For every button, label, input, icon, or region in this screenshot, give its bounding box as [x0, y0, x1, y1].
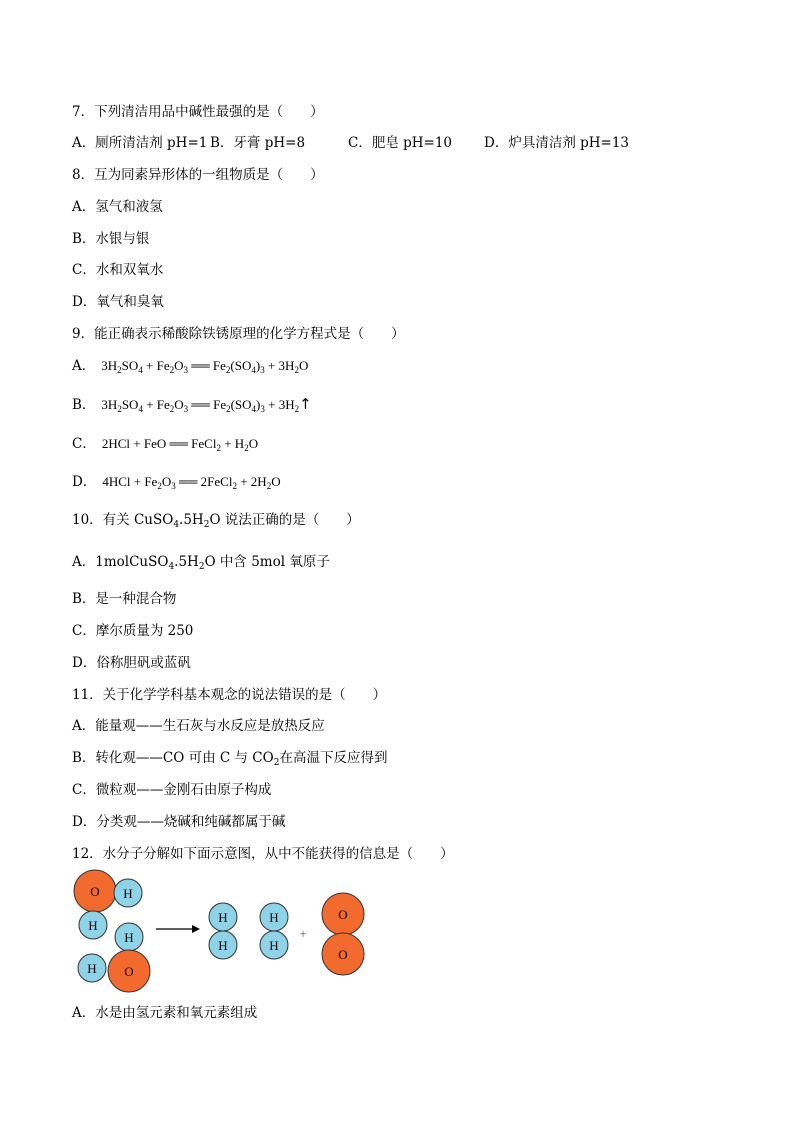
atom-label: O [90, 884, 100, 899]
q9-option-c [72, 435, 258, 453]
q10-stem-part: O 说法正确的是（ ） [209, 512, 360, 528]
q8-stem: 8．互为同素异形体的一组物质是（ ） [72, 167, 324, 183]
q9-option-b [72, 395, 312, 414]
hydrogen-molecule [209, 903, 237, 959]
q10-option-c: C．摩尔质量为 250 [72, 623, 194, 639]
q10-option-a-part: O 中含 5mol 氧原子 [204, 554, 330, 570]
q7-option-c: C．肥皂 pH=10 [348, 135, 453, 151]
q11-option-d: D．分类观——烧碱和纯碱都属于碱 [72, 814, 286, 830]
q10-stem-part: .5H [179, 512, 204, 528]
q10-option-a: A．$1molCuSO_4.5H_2O$ 中含 5mol 氧原子 [72, 554, 330, 572]
q7-option-b: B．牙膏 pH=8 [210, 135, 306, 151]
q11-option-c: C．微粒观——金刚石由原子构成 [72, 782, 272, 798]
q10-stem: 10．有关 $CuSO_4.5H_2O$ 说法正确的是（ ） [72, 512, 360, 530]
q10-option-a-part: .5H [174, 554, 199, 570]
q7-stem: 7．下列清洁用品中碱性最强的是（ ） [72, 104, 324, 120]
atom-label: O [124, 964, 134, 979]
atom-label: H [123, 886, 133, 901]
q7-option-a: A．厕所清洁剂 pH=1 [72, 135, 208, 151]
q8-option-a: A．氢气和液氢 [72, 199, 163, 215]
reaction-arrow-icon [156, 925, 200, 933]
q9-option-c-label: C． [72, 436, 96, 452]
atom-label: H [124, 930, 134, 945]
atom-label: O [338, 947, 348, 962]
q12-stem: 12．水分子分解如下面示意图，从中不能获得的信息是（ ） [72, 846, 454, 862]
q11-option-b-part: B．转化观——CO 可由 C 与 CO [72, 750, 274, 766]
q10-stem-part: 10．有关 CuSO [72, 512, 174, 528]
q11-option-b-part: 在高温下反应得到 [279, 750, 388, 766]
q11-option-a: A．能量观——生石灰与水反应是放热反应 [72, 718, 325, 734]
equation: $3H_2SO_4 + Fe_2O_3$ ══ $Fe_2(SO_4)_3 + 3H_2$ [101, 397, 300, 414]
atom-label: H [218, 910, 228, 925]
q9-stem: 9．能正确表示稀酸除铁锈原理的化学方程式是（ ） [72, 326, 405, 342]
q8-option-c: C．水和双氧水 [72, 262, 164, 278]
q9-option-b-label: B． [72, 397, 96, 413]
water-decomposition-diagram [60, 866, 380, 996]
q7-option-d: D．炉具清洁剂 pH=13 [484, 135, 630, 151]
q10-option-b: B．是一种混合物 [72, 591, 177, 607]
q11-stem: 11．关于化学学科基本观念的说法错误的是（ ） [72, 687, 387, 703]
atom-label: H [88, 918, 98, 933]
q11-option-b: B．转化观——CO 可由 C 与 $CO_2$在高温下反应得到 [72, 750, 388, 768]
equation: $3H_2SO_4 + Fe_2O_3$ ══ $Fe_2(SO_4)_3 + 3H_2O$ [101, 358, 309, 375]
atom-label: H [87, 961, 97, 976]
q9-option-a [72, 357, 308, 375]
q9-option-d-label: D． [72, 474, 97, 490]
q12-option-a: A．水是由氢元素和氧元素组成 [72, 1005, 258, 1021]
q10-option-d: D．俗称胆矾或蓝矾 [72, 655, 191, 671]
equation: 2HCl + FeO ══ FeCl$_2$ + $H_2O$ [101, 436, 259, 453]
q8-option-b: B．水银与银 [72, 231, 150, 247]
atom-label: O [338, 907, 348, 922]
atom-label: H [269, 938, 279, 953]
atom-label: H [218, 938, 228, 953]
equation: $4HCl + Fe_2O_3$ ══ 2FeCl$_2$ + $2H_2O$ [102, 474, 281, 491]
q8-option-d: D．氧气和臭氧 [72, 294, 164, 310]
plus-sign: + [299, 926, 307, 941]
hydrogen-molecule [260, 903, 288, 959]
q9-option-d [72, 473, 281, 491]
q10-option-a-part: A．1molCuSO [72, 554, 169, 570]
q9-option-a-label: A． [72, 358, 96, 374]
oxygen-molecule [322, 893, 364, 975]
atom-label: H [269, 910, 279, 925]
arrow-up-icon: ↑ [299, 395, 312, 413]
